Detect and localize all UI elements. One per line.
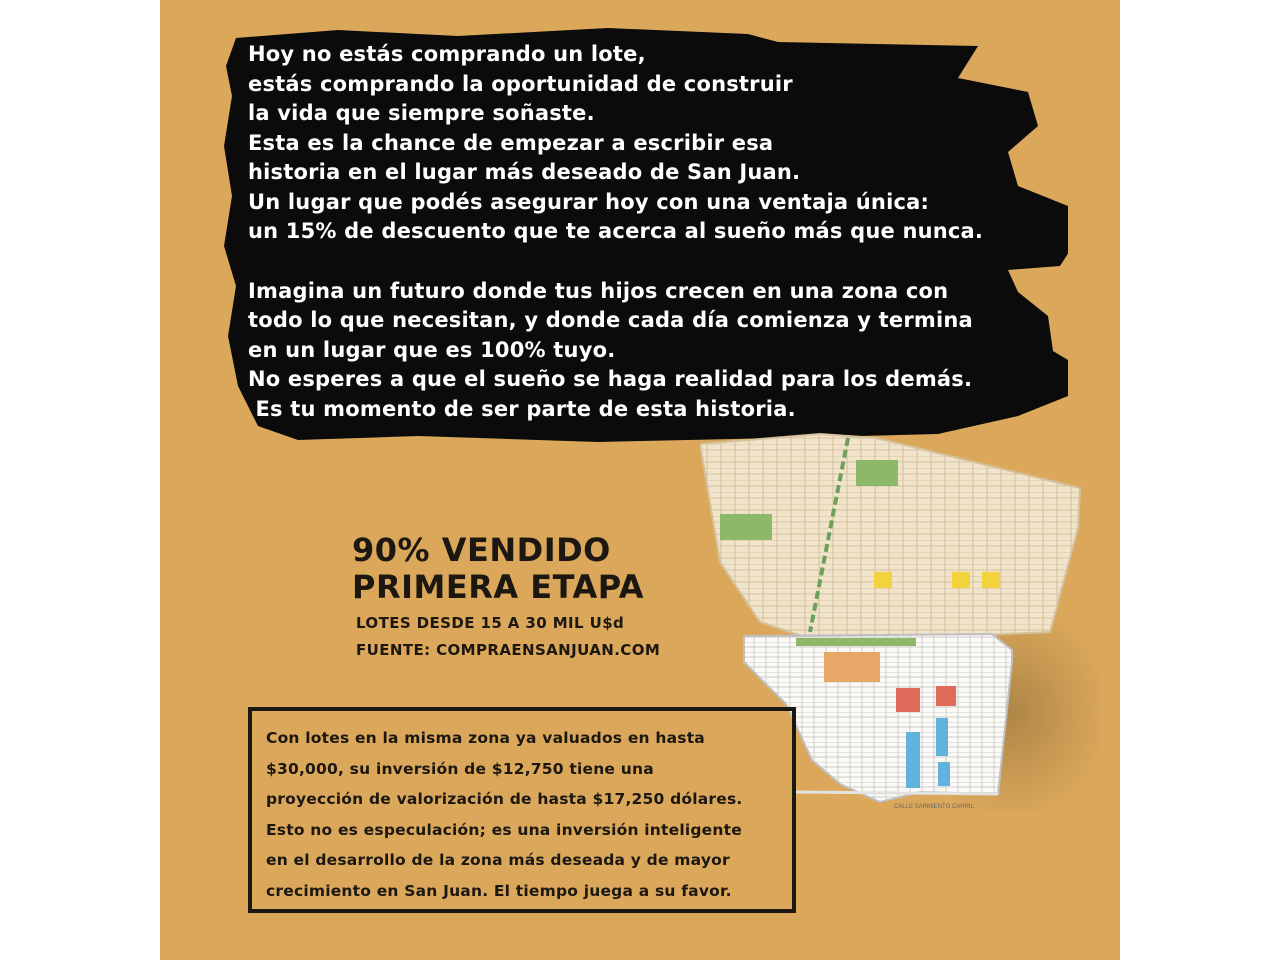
paragraph-gap (248, 247, 1088, 277)
intro-line: la vida que siempre soñaste. (248, 101, 595, 125)
phase-headline: PRIMERA ETAPA (352, 568, 644, 606)
map-yellow-lot (982, 572, 1000, 588)
investment-line: proyección de valorización de hasta $17,250 dólares. (266, 790, 743, 808)
map-red-lot (896, 688, 920, 712)
map-green-strip (796, 638, 916, 646)
investment-line: crecimiento en San Juan. El tiempo juega a su favor. (266, 881, 732, 900)
future-line: Imagina un futuro donde tus hijos crecen en una zona con (248, 278, 949, 303)
map-orange-block (824, 652, 880, 682)
investment-line: en el desarrollo de la zona más deseada y de mayor (266, 851, 730, 869)
intro-line: historia en el lugar más deseado de San Juan. (248, 160, 801, 184)
intro-line: Hoy no estás comprando un lote, (248, 42, 646, 66)
map-blue-lot (938, 762, 950, 786)
sales-info (352, 532, 712, 664)
map-blue-lot (936, 718, 948, 756)
investment-line: $30,000, su inversión de $12,750 tiene una (266, 759, 654, 778)
map-yellow-lot (952, 572, 970, 588)
future-line: en un lugar que es 100% tuyo. (248, 337, 616, 362)
map-street (796, 792, 998, 794)
intro-line: estás comprando la oportunidad de construir (248, 71, 793, 96)
map-red-lot (936, 686, 956, 706)
poster (160, 0, 1120, 960)
map-street-label: CALLE SARMIENTO CARRIL (894, 804, 974, 810)
intro-line: Esta es la chance de empezar a escribir esa (248, 130, 774, 155)
quote-text (248, 40, 1088, 424)
investment-line: Esto no es especulación; es una inversión inteligente (266, 820, 742, 839)
future-line: Es tu momento de ser parte de esta historia. (248, 396, 796, 421)
future-line: todo lo que necesitan, y donde cada día comienza y termina (248, 308, 973, 332)
future-line: No esperes a que el sueño se haga realidad para los demás. (248, 367, 973, 391)
intro-line: un 15% de descuento que te acerca al sueño más que nunca. (248, 219, 984, 243)
intro-line: Un lugar que podés asegurar hoy con una ventaja única: (248, 189, 930, 214)
map-green-area (856, 460, 898, 486)
map-green-area (720, 514, 772, 540)
price-range: LOTES DESDE 15 A 30 MIL U$d (356, 614, 625, 632)
map-blue-lot (906, 732, 920, 788)
investment-line: Con lotes en la misma zona ya valuados en hasta (266, 729, 705, 747)
source-text: FUENTE: COMPRAENSANJUAN.COM (356, 641, 661, 659)
sold-headline: 90% VENDIDO (352, 531, 611, 569)
investment-box (248, 707, 796, 913)
map-yellow-lot (874, 572, 892, 588)
